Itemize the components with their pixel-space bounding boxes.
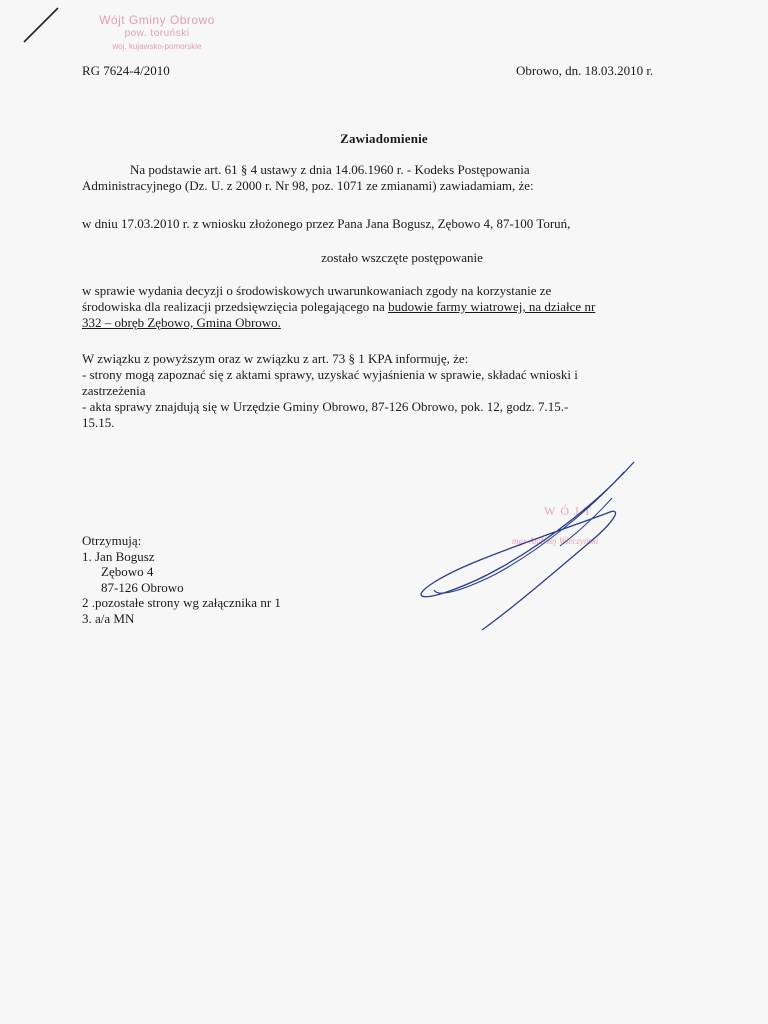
stamp-line-1: Wójt Gminy Obrowo [99,13,215,27]
matter-paragraph [82,283,722,331]
plot-description: 332 – obręb Zębowo, Gmina Obrowo. [82,315,281,330]
intro-line-2: Administracyjnego (Dz. U. z 2000 r. Nr 98, poz. 1071 ze zmianami) zawiadamiam, że: [82,178,534,193]
project-description: budowie farmy wiatrowej, na działce nr [388,299,596,314]
info-item-1-line-1: - strony mogą zapoznać się z aktami sprawy, uzyskać wyjaśnienia w sprawie, składać wnioski i [82,367,578,382]
stamp-line-3: woj. kujawsko-pomorskie [112,42,202,51]
recipients-heading: Otrzymują: [82,533,142,548]
intro-paragraph [82,162,722,194]
signature-stamp-title: WÓJT [544,504,596,518]
info-paragraph [82,351,722,431]
handwritten-signature [400,450,650,640]
place-date: Obrowo, dn. 18.03.2010 r. [516,63,654,78]
signature-stamp-name: mgr Andrzej Wieczyński [512,536,599,546]
matter-line-2 [82,299,722,315]
document-title: Zawiadomienie [340,131,428,146]
recipient-1-address-line-2: 87-126 Obrowo [101,579,184,595]
info-lead: W związku z powyższym oraz w związku z art. 73 § 1 KPA informuję, że: [82,351,469,366]
request-paragraph: w dniu 17.03.2010 r. z wniosku złożonego przez Pana Jana Bogusz, Zębowo 4, 87-100 Toruń, [82,216,571,231]
recipients-list [82,533,281,626]
stamp-line-2: pow. toruński [124,28,190,39]
pen-mark [22,4,62,44]
intro-line-1: Na podstawie art. 61 § 4 ustawy z dnia 14.06.1960 r. - Kodeks Postępowania [130,162,530,177]
recipient-1-address-line-1: Zębowo 4 [101,564,154,579]
office-stamp [82,14,232,53]
matter-line-2-text: środowiska dla realizacji przedsięwzięcia polegającego na [82,299,389,314]
reference-number: RG 7624-4/2010 [82,63,170,78]
initiated-line: zostało wszczęte postępowanie [321,250,483,265]
recipient-2: 2 .pozostałe strony wg załącznika nr 1 [82,595,281,610]
recipient-3: 3. a/a MN [82,610,135,626]
recipient-1-name: 1. Jan Bogusz [82,548,155,564]
matter-line-1: w sprawie wydania decyzji o środowiskowych uwarunkowaniach zgody na korzystanie ze [82,283,552,298]
info-item-2-line-1: - akta sprawy znajdują się w Urzędzie Gminy Obrowo, 87-126 Obrowo, pok. 12, godz. 7.15.- [82,399,569,414]
info-item-1-line-2: zastrzeżenia [82,383,146,398]
info-item-2-line-2: 15.15. [82,415,115,430]
